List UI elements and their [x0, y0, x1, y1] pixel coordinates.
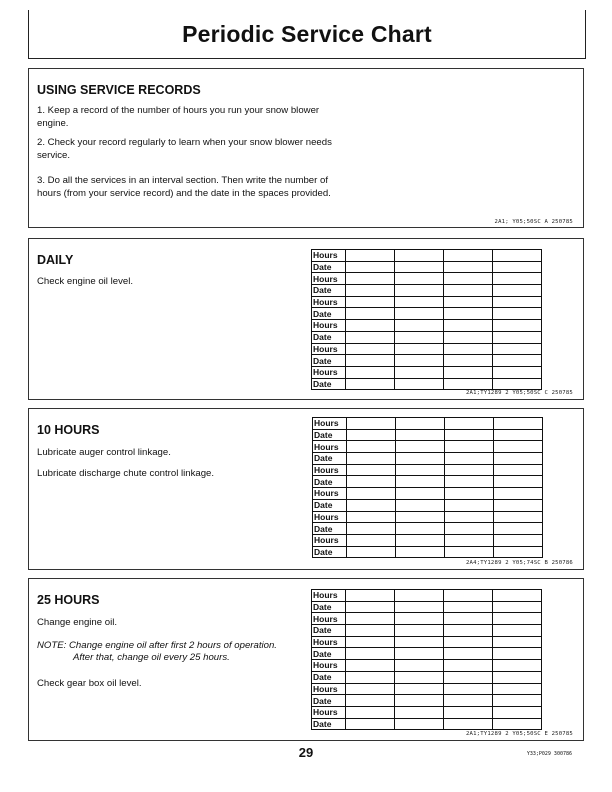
hours-entry-cell[interactable]: [493, 320, 542, 332]
log-row: [312, 590, 542, 602]
hours-entry-cell[interactable]: [493, 683, 542, 695]
log-row: [312, 261, 542, 273]
reference-code: 2A4;TY1289 2 Y05;74SC B 250786: [465, 560, 573, 566]
hours-entry-cell[interactable]: [347, 441, 396, 453]
log-row: [312, 366, 542, 378]
hours-entry-cell[interactable]: [396, 488, 445, 500]
hours-entry-cell[interactable]: [395, 320, 444, 332]
log-row: [313, 546, 543, 558]
date-label: Date: [313, 476, 347, 488]
hours-label: Hours: [313, 441, 347, 453]
date-entry-cell[interactable]: [444, 308, 493, 320]
hours-label: Hours: [312, 636, 346, 648]
reference-code: 2A1;TY1289 2 Y05;50SC C 250785: [465, 390, 573, 396]
date-entry-cell[interactable]: [346, 648, 395, 660]
hours-entry-cell[interactable]: [493, 366, 542, 378]
log-row: [312, 273, 542, 285]
hours-label: Hours: [312, 296, 346, 308]
hours-label: Hours: [312, 613, 346, 625]
hours-entry-cell[interactable]: [395, 636, 444, 648]
hours-entry-cell[interactable]: [444, 366, 493, 378]
date-label: Date: [312, 601, 346, 613]
log-row: [313, 441, 543, 453]
twenty-five-hours-service-log: [311, 589, 542, 730]
log-row: [313, 534, 543, 546]
hours-label: Hours: [312, 343, 346, 355]
date-entry-cell[interactable]: [445, 453, 494, 465]
date-entry-cell[interactable]: [395, 378, 444, 390]
hours-entry-cell[interactable]: [395, 683, 444, 695]
twenty-five-hours-task-1: Change engine oil.: [37, 617, 118, 628]
hours-entry-cell[interactable]: [444, 250, 493, 262]
log-row: [312, 695, 542, 707]
log-row: [312, 378, 542, 390]
hours-entry-cell[interactable]: [444, 636, 493, 648]
hours-entry-cell[interactable]: [493, 250, 542, 262]
date-entry-cell[interactable]: [346, 718, 395, 730]
page-header: [28, 10, 586, 59]
date-entry-cell[interactable]: [346, 285, 395, 297]
date-entry-cell[interactable]: [494, 453, 543, 465]
log-row: [313, 476, 543, 488]
log-row: [312, 296, 542, 308]
hours-entry-cell[interactable]: [494, 511, 543, 523]
date-entry-cell[interactable]: [395, 331, 444, 343]
hours-entry-cell[interactable]: [346, 273, 395, 285]
date-entry-cell[interactable]: [444, 261, 493, 273]
date-entry-cell[interactable]: [444, 625, 493, 637]
log-row: [312, 683, 542, 695]
twenty-five-hours-panel: [28, 578, 584, 741]
ten-hours-panel: [28, 408, 584, 570]
hours-entry-cell[interactable]: [347, 534, 396, 546]
log-row: [312, 613, 542, 625]
hours-label: Hours: [313, 511, 347, 523]
date-entry-cell[interactable]: [493, 331, 542, 343]
date-entry-cell[interactable]: [444, 331, 493, 343]
hours-entry-cell[interactable]: [346, 343, 395, 355]
hours-label: Hours: [312, 683, 346, 695]
hours-entry-cell[interactable]: [395, 660, 444, 672]
date-label: Date: [312, 261, 346, 273]
date-entry-cell[interactable]: [346, 331, 395, 343]
reference-code: 2A1; Y05;50SC A 250785: [494, 219, 573, 225]
oil-change-note-continued: After that, change oil every 25 hours.: [73, 652, 230, 663]
date-entry-cell[interactable]: [444, 355, 493, 367]
hours-entry-cell[interactable]: [346, 320, 395, 332]
twenty-five-hours-title: 25 HOURS: [37, 593, 100, 607]
hours-entry-cell[interactable]: [444, 660, 493, 672]
hours-entry-cell[interactable]: [346, 590, 395, 602]
hours-entry-cell[interactable]: [494, 534, 543, 546]
hours-entry-cell[interactable]: [395, 273, 444, 285]
date-label: Date: [312, 625, 346, 637]
date-label: Date: [312, 285, 346, 297]
log-row: [313, 453, 543, 465]
date-entry-cell[interactable]: [346, 601, 395, 613]
log-row: [312, 660, 542, 672]
date-entry-cell[interactable]: [346, 625, 395, 637]
hours-label: Hours: [312, 320, 346, 332]
date-entry-cell[interactable]: [395, 261, 444, 273]
daily-panel: [28, 238, 584, 400]
date-entry-cell[interactable]: [395, 308, 444, 320]
date-entry-cell[interactable]: [493, 261, 542, 273]
date-label: Date: [312, 671, 346, 683]
date-entry-cell[interactable]: [444, 718, 493, 730]
date-label: Date: [312, 308, 346, 320]
date-entry-cell[interactable]: [346, 355, 395, 367]
ten-hours-title: 10 HOURS: [37, 423, 100, 437]
hours-entry-cell[interactable]: [346, 706, 395, 718]
daily-task: Check engine oil level.: [37, 276, 133, 287]
date-entry-cell[interactable]: [493, 601, 542, 613]
hours-label: Hours: [312, 273, 346, 285]
hours-entry-cell[interactable]: [396, 464, 445, 476]
service-records-panel: [28, 68, 584, 228]
date-entry-cell[interactable]: [494, 476, 543, 488]
hours-entry-cell[interactable]: [346, 613, 395, 625]
date-label: Date: [313, 546, 347, 558]
date-entry-cell[interactable]: [395, 355, 444, 367]
hours-entry-cell[interactable]: [395, 296, 444, 308]
date-entry-cell[interactable]: [395, 671, 444, 683]
hours-label: Hours: [312, 366, 346, 378]
hours-entry-cell[interactable]: [493, 343, 542, 355]
hours-entry-cell[interactable]: [494, 488, 543, 500]
ten-hours-task-1: Lubricate auger control linkage.: [37, 447, 171, 458]
date-entry-cell[interactable]: [396, 523, 445, 535]
date-entry-cell[interactable]: [445, 546, 494, 558]
hours-entry-cell[interactable]: [445, 511, 494, 523]
oil-change-note: NOTE: Change engine oil after first 2 hours of operation.: [37, 640, 277, 651]
date-entry-cell[interactable]: [445, 429, 494, 441]
hours-entry-cell[interactable]: [346, 250, 395, 262]
reference-code: 2A1;TY1289 2 Y05;50SC E 250785: [465, 731, 573, 737]
hours-entry-cell[interactable]: [493, 273, 542, 285]
hours-entry-cell[interactable]: [346, 683, 395, 695]
log-row: [312, 601, 542, 613]
date-entry-cell[interactable]: [445, 523, 494, 535]
hours-label: Hours: [312, 250, 346, 262]
hours-entry-cell[interactable]: [347, 464, 396, 476]
daily-title: DAILY: [37, 253, 74, 267]
date-entry-cell[interactable]: [494, 429, 543, 441]
hours-entry-cell[interactable]: [347, 488, 396, 500]
page-code: Y33;P029 300786: [526, 751, 572, 757]
hours-entry-cell[interactable]: [494, 418, 543, 430]
hours-entry-cell[interactable]: [444, 273, 493, 285]
hours-label: Hours: [313, 464, 347, 476]
date-entry-cell[interactable]: [395, 648, 444, 660]
ten-hours-task-2: Lubricate discharge chute control linkage.: [37, 468, 215, 479]
date-entry-cell[interactable]: [347, 429, 396, 441]
date-label: Date: [312, 695, 346, 707]
hours-entry-cell[interactable]: [346, 366, 395, 378]
log-row: [312, 648, 542, 660]
hours-entry-cell[interactable]: [346, 636, 395, 648]
log-row: [312, 355, 542, 367]
date-entry-cell[interactable]: [347, 476, 396, 488]
hours-entry-cell[interactable]: [493, 613, 542, 625]
date-label: Date: [313, 453, 347, 465]
date-entry-cell[interactable]: [396, 476, 445, 488]
hours-entry-cell[interactable]: [347, 418, 396, 430]
date-entry-cell[interactable]: [493, 695, 542, 707]
log-row: [312, 718, 542, 730]
page-number: 29: [298, 745, 314, 760]
hours-entry-cell[interactable]: [444, 706, 493, 718]
date-label: Date: [313, 523, 347, 535]
hours-entry-cell[interactable]: [444, 320, 493, 332]
hours-entry-cell[interactable]: [395, 590, 444, 602]
instruction-step-2: 2. Check your record regularly to learn when your snow blower needs service.: [37, 137, 332, 161]
hours-entry-cell[interactable]: [494, 464, 543, 476]
hours-entry-cell[interactable]: [444, 590, 493, 602]
date-entry-cell[interactable]: [395, 601, 444, 613]
date-entry-cell[interactable]: [444, 601, 493, 613]
date-entry-cell[interactable]: [395, 718, 444, 730]
hours-entry-cell[interactable]: [493, 706, 542, 718]
date-entry-cell[interactable]: [493, 718, 542, 730]
date-entry-cell[interactable]: [346, 671, 395, 683]
date-entry-cell[interactable]: [347, 453, 396, 465]
hours-entry-cell[interactable]: [395, 366, 444, 378]
date-entry-cell[interactable]: [493, 671, 542, 683]
hours-label: Hours: [312, 590, 346, 602]
hours-entry-cell[interactable]: [346, 660, 395, 672]
twenty-five-hours-task-2: Check gear box oil level.: [37, 678, 142, 689]
date-entry-cell[interactable]: [493, 648, 542, 660]
date-entry-cell[interactable]: [395, 285, 444, 297]
date-label: Date: [312, 718, 346, 730]
log-row: [313, 464, 543, 476]
date-entry-cell[interactable]: [347, 499, 396, 511]
hours-entry-cell[interactable]: [445, 488, 494, 500]
date-label: Date: [313, 429, 347, 441]
date-label: Date: [312, 331, 346, 343]
hours-entry-cell[interactable]: [444, 343, 493, 355]
date-entry-cell[interactable]: [493, 355, 542, 367]
date-entry-cell[interactable]: [396, 546, 445, 558]
date-entry-cell[interactable]: [395, 695, 444, 707]
date-entry-cell[interactable]: [396, 453, 445, 465]
date-label: Date: [312, 355, 346, 367]
hours-entry-cell[interactable]: [396, 441, 445, 453]
date-entry-cell[interactable]: [493, 378, 542, 390]
date-entry-cell[interactable]: [346, 308, 395, 320]
hours-entry-cell[interactable]: [493, 636, 542, 648]
hours-entry-cell[interactable]: [444, 683, 493, 695]
hours-entry-cell[interactable]: [493, 590, 542, 602]
date-entry-cell[interactable]: [346, 261, 395, 273]
hours-label: Hours: [313, 534, 347, 546]
date-entry-cell[interactable]: [444, 648, 493, 660]
hours-entry-cell[interactable]: [395, 250, 444, 262]
hours-entry-cell[interactable]: [445, 464, 494, 476]
log-row: [312, 706, 542, 718]
log-row: [312, 343, 542, 355]
date-entry-cell[interactable]: [445, 476, 494, 488]
log-row: [312, 636, 542, 648]
log-row: [312, 250, 542, 262]
date-entry-cell[interactable]: [493, 308, 542, 320]
log-row: [313, 429, 543, 441]
date-entry-cell[interactable]: [493, 625, 542, 637]
ten-hours-service-log: [312, 417, 543, 558]
page-title: Periodic Service Chart: [182, 21, 432, 47]
date-entry-cell[interactable]: [493, 285, 542, 297]
hours-entry-cell[interactable]: [346, 296, 395, 308]
log-row: [313, 488, 543, 500]
hours-entry-cell[interactable]: [396, 418, 445, 430]
date-entry-cell[interactable]: [494, 499, 543, 511]
hours-entry-cell[interactable]: [395, 343, 444, 355]
date-entry-cell[interactable]: [396, 499, 445, 511]
hours-label: Hours: [313, 488, 347, 500]
date-entry-cell[interactable]: [444, 695, 493, 707]
log-row: [312, 671, 542, 683]
date-entry-cell[interactable]: [396, 429, 445, 441]
date-label: Date: [312, 378, 346, 390]
date-entry-cell[interactable]: [444, 378, 493, 390]
hours-entry-cell[interactable]: [445, 418, 494, 430]
date-entry-cell[interactable]: [347, 546, 396, 558]
log-row: [313, 523, 543, 535]
date-entry-cell[interactable]: [346, 378, 395, 390]
instruction-step-1: 1. Keep a record of the number of hours you run your snow blower engine.: [37, 105, 320, 129]
hours-entry-cell[interactable]: [493, 660, 542, 672]
log-row: [312, 625, 542, 637]
hours-entry-cell[interactable]: [396, 511, 445, 523]
date-entry-cell[interactable]: [347, 523, 396, 535]
date-entry-cell[interactable]: [444, 285, 493, 297]
log-row: [313, 511, 543, 523]
service-records-title: USING SERVICE RECORDS: [37, 83, 201, 97]
date-entry-cell[interactable]: [445, 499, 494, 511]
log-row: [312, 320, 542, 332]
date-entry-cell[interactable]: [494, 523, 543, 535]
hours-entry-cell[interactable]: [445, 441, 494, 453]
hours-entry-cell[interactable]: [445, 534, 494, 546]
hours-entry-cell[interactable]: [493, 296, 542, 308]
hours-entry-cell[interactable]: [396, 534, 445, 546]
log-row: [313, 418, 543, 430]
hours-entry-cell[interactable]: [347, 511, 396, 523]
date-entry-cell[interactable]: [444, 671, 493, 683]
hours-label: Hours: [312, 660, 346, 672]
hours-entry-cell[interactable]: [395, 706, 444, 718]
log-row: [313, 499, 543, 511]
hours-entry-cell[interactable]: [444, 613, 493, 625]
hours-entry-cell[interactable]: [494, 441, 543, 453]
date-entry-cell[interactable]: [395, 625, 444, 637]
log-row: [312, 285, 542, 297]
date-entry-cell[interactable]: [494, 546, 543, 558]
hours-entry-cell[interactable]: [444, 296, 493, 308]
date-label: Date: [313, 499, 347, 511]
hours-label: Hours: [312, 706, 346, 718]
log-row: [312, 331, 542, 343]
hours-label: Hours: [313, 418, 347, 430]
date-label: Date: [312, 648, 346, 660]
daily-service-log: [311, 249, 542, 390]
hours-entry-cell[interactable]: [395, 613, 444, 625]
instruction-step-3: 3. Do all the services in an interval section. Then write the number of hours (from your service record) and the date in the spaces provided.: [37, 175, 331, 199]
log-row: [312, 308, 542, 320]
date-entry-cell[interactable]: [346, 695, 395, 707]
